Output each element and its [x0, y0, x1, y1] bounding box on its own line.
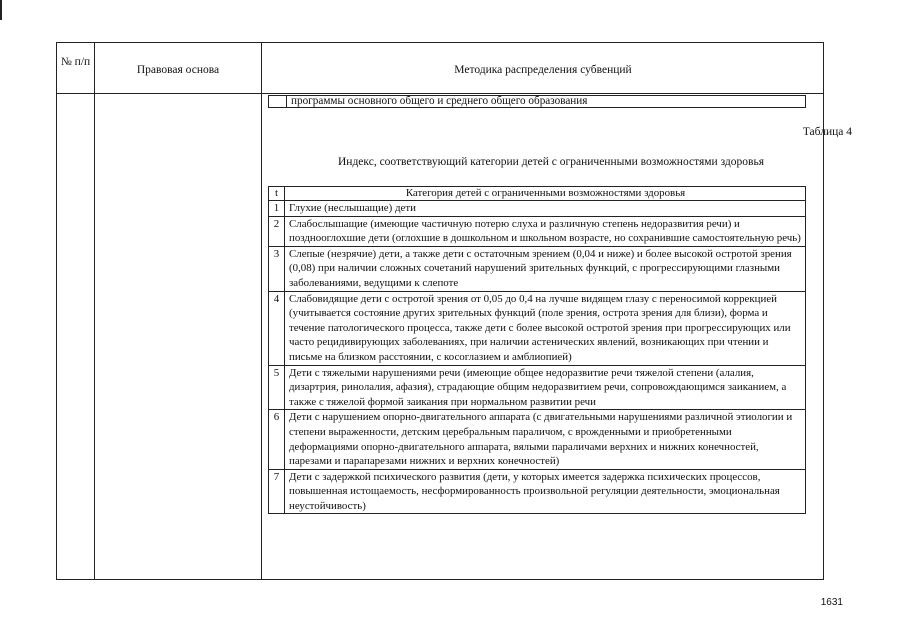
- outer-header-divider: [56, 93, 824, 94]
- scan-edge-mark: [0, 0, 2, 20]
- row-text: Дети с тяжелыми нарушениями речи (имеющие общее недоразвитие речи тяжелой степени (алалия, дизартрия, ринолалия, афазия), страдающие общим недоразвитием речи, сопровождающимся заиканием, а также с тяжелой формой заикания при нормальном развитии речи: [285, 365, 806, 410]
- program-line-text: программы основного общего и среднего общего образования: [291, 95, 588, 107]
- table-row: [269, 201, 806, 217]
- row-text: Слабовидящие дети с остротой зрения от 0,05 до 0,4 на лучше видящем глазу с переносимой коррекцией (учитывается состояние других зрительных функций (поле зрения, острота зрения для близи), форма и течение патологического процесса, также дети с более высокой остротой зрения при прогрессирующих или часто рецидивирующих заболеваниях, при наличии астенических явлений, возникающих при чтении и письме на близком расстоянии, с косоглазием и амблиопией): [285, 291, 806, 365]
- category-table: [268, 186, 806, 514]
- table-row: [269, 216, 806, 246]
- row-num: 5: [269, 365, 285, 410]
- category-table-header: [269, 187, 806, 201]
- outer-col-divider-1: [94, 42, 95, 580]
- table-row: [269, 246, 806, 291]
- table-row: [269, 469, 806, 514]
- row-num: 2: [269, 216, 285, 246]
- header-legal-basis: Правовая основа: [136, 64, 220, 76]
- row-text: Дети с нарушением опорно-двигательного аппарата (с двигательными нарушениями различной этиологии и степени выраженности, детским церебральным параличом, с врожденными и приобретенными деформациями опорно-двигательного аппарата, вялыми параличами верхних и нижних конечностей, парезами и парапарезами нижних и верхних конечностей): [285, 410, 806, 469]
- row-text: Слепые (незрячие) дети, а также дети с остаточным зрением (0,04 и ниже) и более высокой остротой зрения (0,08) при наличии сложных сочетаний нарушений зрительных функций, с прогрессирующими глазными заболеваниями, ведущими к слепоте: [285, 246, 806, 291]
- header-num: № п/п: [60, 56, 91, 68]
- row-text: Дети с задержкой психического развития (дети, у которых имеется задержка психических процессов, повышенная истощаемость, несформированность произвольной регуляции деятельности, эмоциональная неустойчивость): [285, 469, 806, 514]
- table-row: [269, 410, 806, 469]
- page-number: 1631: [820, 597, 843, 608]
- table-title: Индекс, соответствующий категории детей с ограниченными возможностями здоровья: [338, 156, 764, 168]
- row-num: 6: [269, 410, 285, 469]
- outer-col-divider-2: [261, 42, 262, 580]
- row-num: 7: [269, 469, 285, 514]
- table-row: [269, 291, 806, 365]
- header-methodology: Методика распределения субвенций: [454, 64, 632, 76]
- program-line-box: [268, 95, 806, 108]
- row-num: 4: [269, 291, 285, 365]
- head-num: t: [269, 187, 285, 201]
- row-text: Слабослышащие (имеющие частичную потерю слуха и различную степень недоразвития речи) и позднооглохшие дети (оглохшие в дошкольном и школьном возрасте, но сохранившие самостоятельную речь): [285, 216, 806, 246]
- table-label: Таблица 4: [802, 126, 852, 138]
- head-category: Категория детей с ограниченными возможностями здоровья: [285, 187, 806, 201]
- table-row: [269, 365, 806, 410]
- program-line-divider: [286, 96, 287, 107]
- row-text: Глухие (неслышащие) дети: [285, 201, 806, 217]
- row-num: 1: [269, 201, 285, 217]
- row-num: 3: [269, 246, 285, 291]
